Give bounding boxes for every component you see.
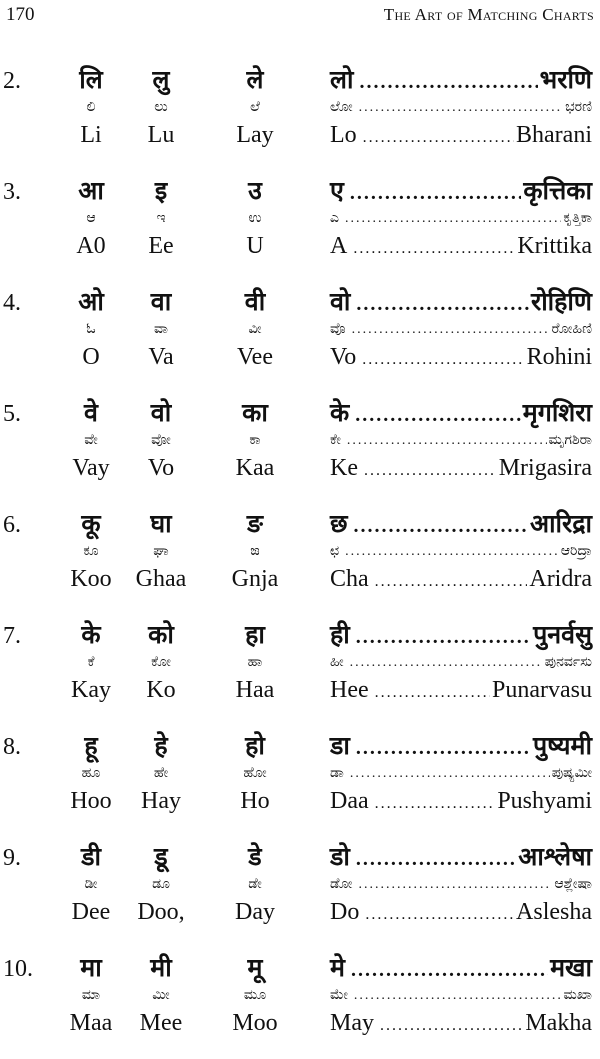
kannada-syllable: ವೇ [84, 432, 98, 448]
syllable-3 [199, 397, 311, 483]
nakshatra-devanagari: आरिद्रा [529, 509, 592, 538]
dot-leader [358, 874, 552, 896]
kannada-syllable: ವೋ [151, 432, 171, 448]
nakshatra-devanagari: पुनर्वसु [533, 620, 592, 649]
kannada-syllable: ವೊ [330, 321, 346, 337]
syllable-4-and-nakshatra [330, 508, 592, 594]
kannada-syllable: ಲಿ [86, 99, 96, 115]
dot-leader [356, 732, 531, 764]
row-number: 10. [3, 956, 33, 982]
devanagari-syllable: वो [330, 287, 351, 316]
kannada-syllable: ಡೀ [84, 876, 98, 892]
nakshatra-kannada: ಪುನರ್ವಸು [544, 654, 592, 670]
syllable-3 [199, 175, 311, 261]
row-number: 4. [3, 290, 21, 316]
devanagari-syllable: को [148, 620, 174, 649]
kannada-syllable: ಕೇ [330, 432, 341, 448]
dot-leader [356, 621, 531, 653]
page-number: 170 [6, 4, 35, 25]
nakshatra-roman: Mrigasira [498, 455, 592, 481]
dot-leader [354, 985, 562, 1007]
table-row [0, 841, 600, 945]
roman-syllable: Haa [235, 677, 275, 703]
kannada-syllable: ಎ [330, 210, 339, 226]
roman-syllable: Hoo [70, 788, 112, 814]
kannada-syllable: ಉ [248, 210, 262, 226]
dot-leader [375, 789, 496, 819]
kannada-syllable: ಮೀ [152, 987, 170, 1003]
table-row [0, 64, 600, 168]
kannada-syllable: ಡೋ [330, 876, 353, 892]
nakshatra-roman: Aslesha [516, 899, 592, 925]
nakshatra-roman: Bharani [516, 122, 592, 148]
dot-leader [356, 288, 529, 320]
devanagari-syllable: छ [330, 509, 348, 538]
devanagari-syllable: ले [246, 65, 264, 94]
roman-syllable: Hee [330, 677, 369, 703]
devanagari-syllable: ङ [247, 509, 263, 538]
devanagari-syllable: ए [330, 176, 344, 205]
roman-syllable: Mee [139, 1010, 183, 1036]
table-row [0, 619, 600, 723]
kannada-syllable: ಹೀ [330, 654, 344, 670]
devanagari-syllable: डू [154, 842, 168, 871]
nakshatra-devanagari: रोहिणि [530, 287, 592, 316]
kannada-syllable: ಲೆ [250, 99, 260, 115]
kannada-syllable: ಹೋ [243, 765, 267, 781]
kannada-syllable: ಆ [86, 210, 96, 226]
syllable-4-and-nakshatra [330, 619, 592, 705]
kannada-syllable: ಕಾ [249, 432, 261, 448]
devanagari-syllable: के [330, 398, 350, 427]
dot-leader [362, 345, 524, 375]
nakshatra-kannada: ರೋಹಿಣಿ [551, 321, 592, 337]
syllable-4-and-nakshatra [330, 286, 592, 372]
dot-leader [375, 678, 490, 708]
nakshatra-roman: Punarvasu [492, 677, 592, 703]
nakshatra-kannada: ಮೃಗಶಿರಾ [548, 432, 592, 448]
dot-leader [353, 234, 515, 264]
table-row [0, 175, 600, 279]
roman-syllable: A [330, 233, 348, 259]
roman-syllable: Ghaa [135, 566, 187, 592]
dot-leader [352, 319, 550, 341]
dot-leader [345, 208, 561, 230]
nakshatra-roman: Makha [525, 1010, 592, 1036]
roman-syllable: Hay [141, 788, 181, 814]
devanagari-syllable: घा [150, 509, 172, 538]
table-row [0, 952, 600, 1056]
devanagari-syllable: ओ [78, 287, 104, 316]
kannada-syllable: ಘಾ [153, 543, 169, 559]
devanagari-syllable: के [81, 620, 101, 649]
nakshatra-kannada: ಮಖಾ [563, 987, 592, 1003]
roman-syllable: Daa [330, 788, 369, 814]
kannada-syllable: ಲೋ [330, 99, 353, 115]
syllable-3 [199, 841, 311, 927]
devanagari-syllable: हू [84, 731, 98, 760]
table-row [0, 508, 600, 612]
roman-syllable: Li [80, 122, 102, 148]
roman-syllable: Lu [147, 122, 175, 148]
kannada-syllable: ಮೂ [243, 987, 267, 1003]
devanagari-syllable: हो [245, 731, 265, 760]
running-head: The Art of Matching Charts [383, 5, 594, 24]
kannada-syllable: ಡಾ [330, 765, 344, 781]
roman-syllable: Do [330, 899, 360, 925]
syllable-3 [199, 619, 311, 705]
dot-leader [375, 567, 528, 597]
dot-leader [380, 1011, 523, 1041]
devanagari-syllable: वे [84, 398, 98, 427]
kannada-syllable: ಹೇ [153, 765, 169, 781]
devanagari-syllable: मा [80, 953, 102, 982]
roman-syllable: Day [235, 899, 275, 925]
dot-leader [355, 399, 521, 431]
nakshatra-kannada: ಭರಣಿ [565, 99, 592, 115]
kannada-syllable: ಛ [330, 543, 340, 559]
nakshatra-devanagari: पुष्यमी [532, 731, 592, 760]
syllable-3 [199, 730, 311, 816]
syllable-4-and-nakshatra [330, 175, 592, 261]
roman-syllable: May [330, 1010, 374, 1036]
nakshatra-roman: Pushyami [497, 788, 592, 814]
nakshatra-devanagari: भरणि [539, 65, 592, 94]
roman-syllable: A0 [76, 233, 106, 259]
dot-leader [345, 541, 559, 563]
devanagari-syllable: लु [152, 65, 170, 94]
kannada-syllable: ಮಾ [81, 987, 101, 1003]
devanagari-syllable: लि [79, 65, 103, 94]
row-number: 8. [3, 734, 21, 760]
syllable-4-and-nakshatra [330, 397, 592, 483]
syllable-3 [199, 508, 311, 594]
nakshatra-roman: Krittika [517, 233, 592, 259]
syllable-3 [199, 286, 311, 372]
kannada-syllable: ಹಾ [247, 654, 263, 670]
devanagari-syllable: डे [248, 842, 262, 871]
devanagari-syllable: वी [244, 287, 266, 316]
nakshatra-devanagari: मृगशिरा [522, 398, 592, 427]
roman-syllable: Maa [69, 1010, 113, 1036]
roman-syllable: Va [148, 344, 174, 370]
kannada-syllable: ಲು [154, 99, 168, 115]
devanagari-syllable: आ [78, 176, 104, 205]
roman-syllable: Gnja [231, 566, 279, 592]
roman-syllable: O [82, 344, 100, 370]
syllable-3 [199, 952, 311, 1038]
roman-syllable: Kay [71, 677, 111, 703]
kannada-syllable: ಡೂ [152, 876, 170, 892]
nakshatra-kannada: ಆಶ್ಲೇಷಾ [554, 876, 592, 892]
dot-leader [350, 763, 550, 785]
dot-leader [356, 843, 516, 875]
kannada-syllable: ಕೂ [83, 543, 99, 559]
roman-syllable: Dee [71, 899, 111, 925]
dot-leader [359, 97, 564, 119]
dot-leader [359, 66, 537, 98]
dot-leader [354, 510, 528, 542]
nakshatra-devanagari: मखा [550, 953, 592, 982]
syllable-4-and-nakshatra [330, 952, 592, 1038]
syllable-4-and-nakshatra [330, 841, 592, 927]
roman-syllable: Moo [232, 1010, 278, 1036]
kannada-syllable: ಙ [250, 543, 260, 559]
roman-syllable: Ee [148, 233, 174, 259]
devanagari-syllable: ही [330, 620, 350, 649]
kannada-syllable: ವೀ [248, 321, 262, 337]
dot-leader [347, 430, 547, 452]
roman-syllable: Ho [240, 788, 270, 814]
roman-syllable: Ko [146, 677, 176, 703]
dot-leader [365, 900, 514, 930]
table-row [0, 286, 600, 390]
table-row [0, 730, 600, 834]
roman-syllable: U [246, 233, 264, 259]
row-number: 6. [3, 512, 21, 538]
nakshatra-roman: Rohini [526, 344, 592, 370]
nakshatra-kannada: ಆರಿದ್ರಾ [560, 543, 592, 559]
nakshatra-devanagari: कृत्तिका [523, 176, 592, 205]
dot-leader [350, 652, 543, 674]
dot-leader [351, 954, 548, 986]
roman-syllable: Lo [330, 122, 357, 148]
roman-syllable: Cha [330, 566, 369, 592]
dot-leader [350, 177, 522, 209]
roman-syllable: Kaa [235, 455, 275, 481]
devanagari-syllable: उ [248, 176, 262, 205]
devanagari-syllable: डी [81, 842, 101, 871]
roman-syllable: Vo [147, 455, 175, 481]
devanagari-syllable: डा [330, 731, 350, 760]
row-number: 7. [3, 623, 21, 649]
roman-syllable: Doo, [137, 899, 185, 925]
devanagari-syllable: इ [154, 176, 168, 205]
row-number: 9. [3, 845, 21, 871]
nakshatra-roman: Aridra [529, 566, 592, 592]
roman-syllable: Vay [72, 455, 110, 481]
roman-syllable: Vo [330, 344, 357, 370]
devanagari-syllable: कू [81, 509, 101, 538]
devanagari-syllable: लो [330, 65, 354, 94]
roman-syllable: Koo [70, 566, 112, 592]
devanagari-syllable: हे [154, 731, 168, 760]
kannada-syllable: ಹೂ [81, 765, 101, 781]
devanagari-syllable: वो [150, 398, 172, 427]
kannada-syllable: ಕೋ [151, 654, 171, 670]
table-row [0, 397, 600, 501]
devanagari-syllable: मू [247, 953, 263, 982]
row-number: 2. [3, 68, 21, 94]
nakshatra-kannada: ಪುಷ್ಯಮೀ [551, 765, 592, 781]
syllable-4-and-nakshatra [330, 730, 592, 816]
roman-syllable: Ke [330, 455, 358, 481]
roman-syllable: Vee [237, 344, 273, 370]
kannada-syllable: ಡೇ [248, 876, 262, 892]
devanagari-syllable: डो [330, 842, 350, 871]
syllable-4-and-nakshatra [330, 64, 592, 150]
dot-leader [363, 123, 514, 153]
devanagari-syllable: मे [330, 953, 345, 982]
row-number: 3. [3, 179, 21, 205]
nakshatra-devanagari: आश्लेषा [518, 842, 592, 871]
kannada-syllable: ವಾ [154, 321, 168, 337]
row-number: 5. [3, 401, 21, 427]
kannada-syllable: ಓ [86, 321, 96, 337]
kannada-syllable: ಇ [156, 210, 166, 226]
devanagari-syllable: वा [150, 287, 172, 316]
syllable-3 [199, 64, 311, 150]
dot-leader [364, 456, 497, 486]
kannada-syllable: ಮೇ [330, 987, 348, 1003]
devanagari-syllable: मी [150, 953, 172, 982]
kannada-syllable: ಕೆ [87, 654, 95, 670]
roman-syllable: Lay [236, 122, 274, 148]
devanagari-syllable: हा [245, 620, 265, 649]
devanagari-syllable: का [242, 398, 268, 427]
nakshatra-kannada: ಕೃತ್ತಿಕಾ [563, 210, 592, 226]
